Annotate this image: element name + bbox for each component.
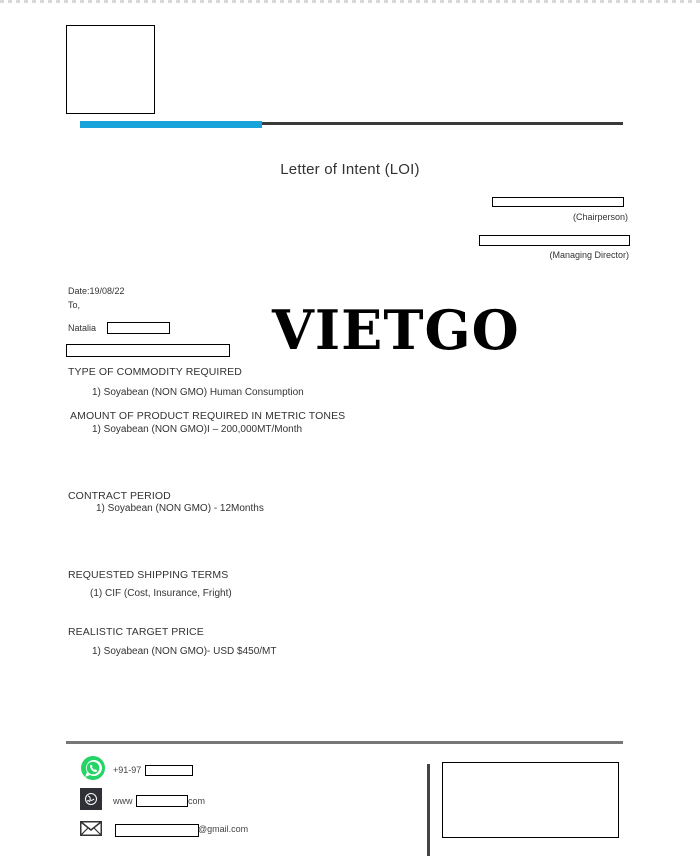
letter-date: Date:19/08/22 [68, 286, 125, 296]
section-heading-contract-period: CONTRACT PERIOD [68, 490, 171, 502]
section-item-target-price: 1) Soyabean (NON GMO)- USD $450/MT [92, 646, 277, 657]
section-heading-commodity: TYPE OF COMMODITY REQUIRED [68, 366, 242, 378]
document-title: Letter of Intent (LOI) [280, 161, 420, 178]
whatsapp-icon [80, 755, 106, 781]
section-heading-shipping-terms: REQUESTED SHIPPING TERMS [68, 569, 229, 581]
header-rule [262, 122, 623, 125]
footer-divider [427, 764, 430, 856]
signatory-role-chairperson: (Chairperson) [572, 212, 628, 222]
redacted-website-domain [136, 795, 188, 807]
website-prefix: www [113, 796, 133, 806]
section-item-shipping-terms: (1) CIF (Cost, Insurance, Fright) [90, 588, 232, 599]
redacted-phone-number [145, 765, 193, 776]
recipient-first-name: Natalia [68, 323, 97, 333]
footer-rule [66, 741, 623, 744]
stamp-placeholder [442, 762, 619, 838]
email-suffix: @gmail.com [198, 824, 249, 834]
envelope-icon [79, 820, 103, 836]
section-item-commodity: 1) Soyabean (NON GMO) Human Consumption [92, 387, 304, 398]
phone-prefix: +91-97 [113, 765, 142, 775]
redacted-email-user [115, 824, 199, 837]
logo-placeholder [66, 25, 155, 114]
redacted-recipient-surname [107, 322, 170, 334]
redacted-recipient-company [66, 344, 230, 357]
section-heading-amount: AMOUNT OF PRODUCT REQUIRED IN METRIC TONES [70, 410, 346, 422]
section-heading-target-price: REALISTIC TARGET PRICE [68, 626, 204, 638]
watermark: VIETGO [272, 298, 520, 362]
page-top-border [0, 0, 700, 3]
redacted-signatory-name [492, 197, 624, 207]
redacted-signatory-name [479, 235, 630, 246]
section-item-amount: 1) Soyabean (NON GMO)I – 200,000MT/Month [92, 424, 303, 435]
to-label: To, [68, 300, 81, 310]
section-item-contract-period: 1) Soyabean (NON GMO) - 12Months [96, 503, 264, 514]
globe-icon [80, 788, 102, 810]
website-suffix: com [188, 796, 206, 806]
header-accent-bar [80, 121, 262, 128]
signatory-role-managing-director: (Managing Director) [549, 250, 629, 260]
